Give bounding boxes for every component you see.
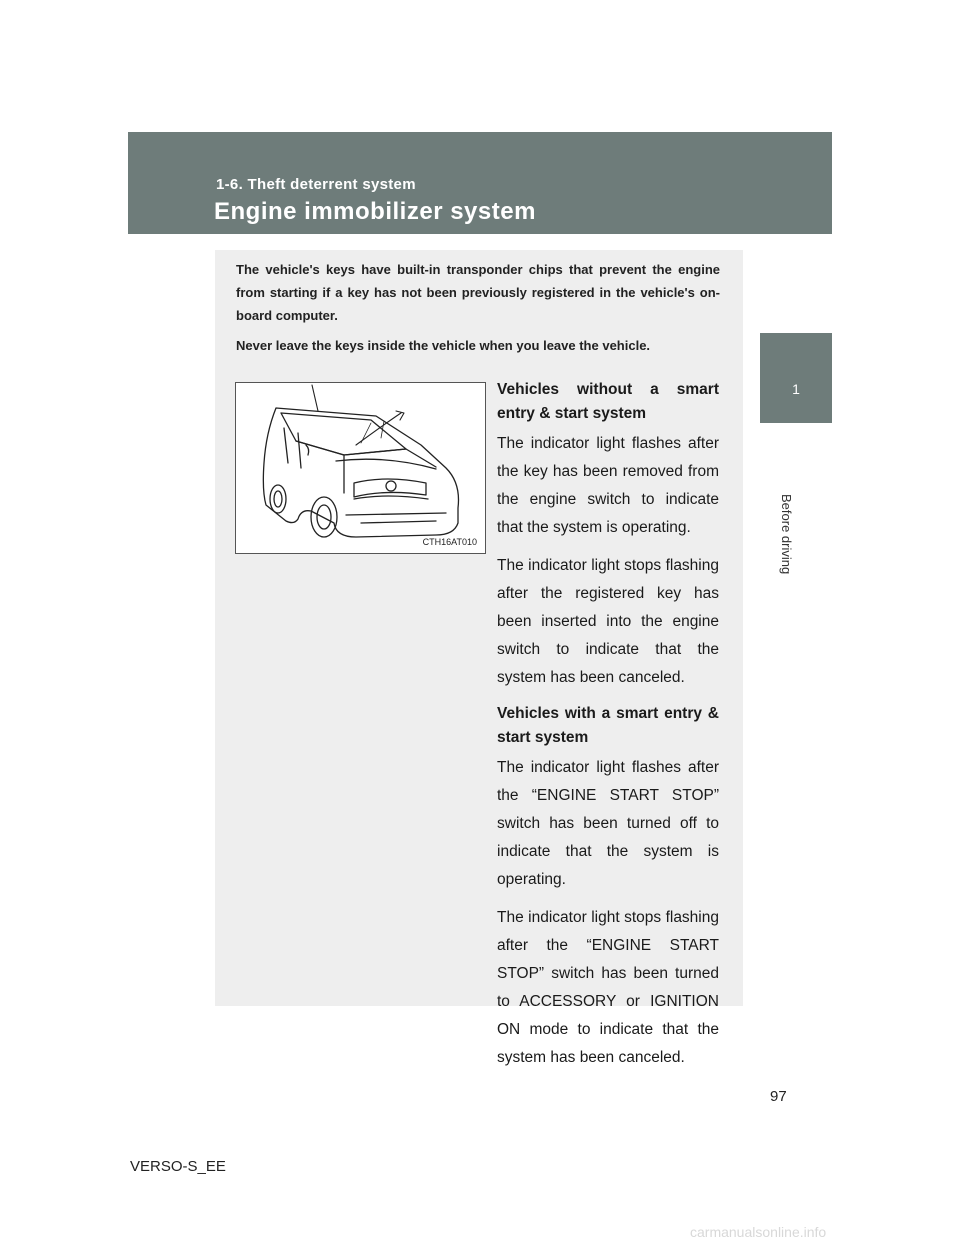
section-paragraph: The indicator light stops flashing after the “ENGINE START STOP” switch has been turned to ACCESSORY or IGNITION ON mode to indicate that the system has been canceled. <box>497 909 719 1066</box>
section-paragraph: The indicator light flashes after the “ENGINE START STOP” switch has been turned off to indicate that the system is operating. <box>497 759 719 888</box>
intro-paragraph: Never leave the keys inside the vehicle when you leave the vehicle. <box>236 338 651 353</box>
document-code: VERSO-S_EE <box>130 1158 226 1175</box>
chapter-number: 1 <box>792 381 800 397</box>
description-column <box>497 378 719 1072</box>
chapter-label-container <box>779 430 818 575</box>
chapter-tab <box>760 333 832 423</box>
section-paragraph: The indicator light flashes after the key has been removed from the engine switch to indicate that the system is operating. <box>497 435 719 536</box>
content-box <box>215 250 743 1066</box>
figure-code: CTH16AT010 <box>422 537 477 547</box>
watermark: carmanualsonline.info <box>690 1224 827 1240</box>
section-label: 1-6. Theft deterrent system <box>216 176 416 193</box>
chapter-label: Before driving <box>779 494 794 575</box>
section-heading: Vehicles with a smart entry & start system <box>497 705 719 746</box>
car-illustration <box>235 382 486 554</box>
header-band <box>128 132 832 234</box>
page-number: 97 <box>770 1088 787 1105</box>
intro-paragraph: The vehicle's keys have built-in transponder chips that prevent the engine from starting if a key has not been previously registered in the vehicle's on-board computer. <box>236 262 720 323</box>
section-heading: Vehicles without a smart entry & start system <box>497 381 719 422</box>
car-line-drawing <box>236 383 485 553</box>
section-paragraph: The indicator light stops flashing after the registered key has been inserted into the engine switch to indicate that the system has been canceled. <box>497 557 719 686</box>
page-title: Engine immobilizer system <box>214 198 536 225</box>
intro-text <box>236 258 720 357</box>
